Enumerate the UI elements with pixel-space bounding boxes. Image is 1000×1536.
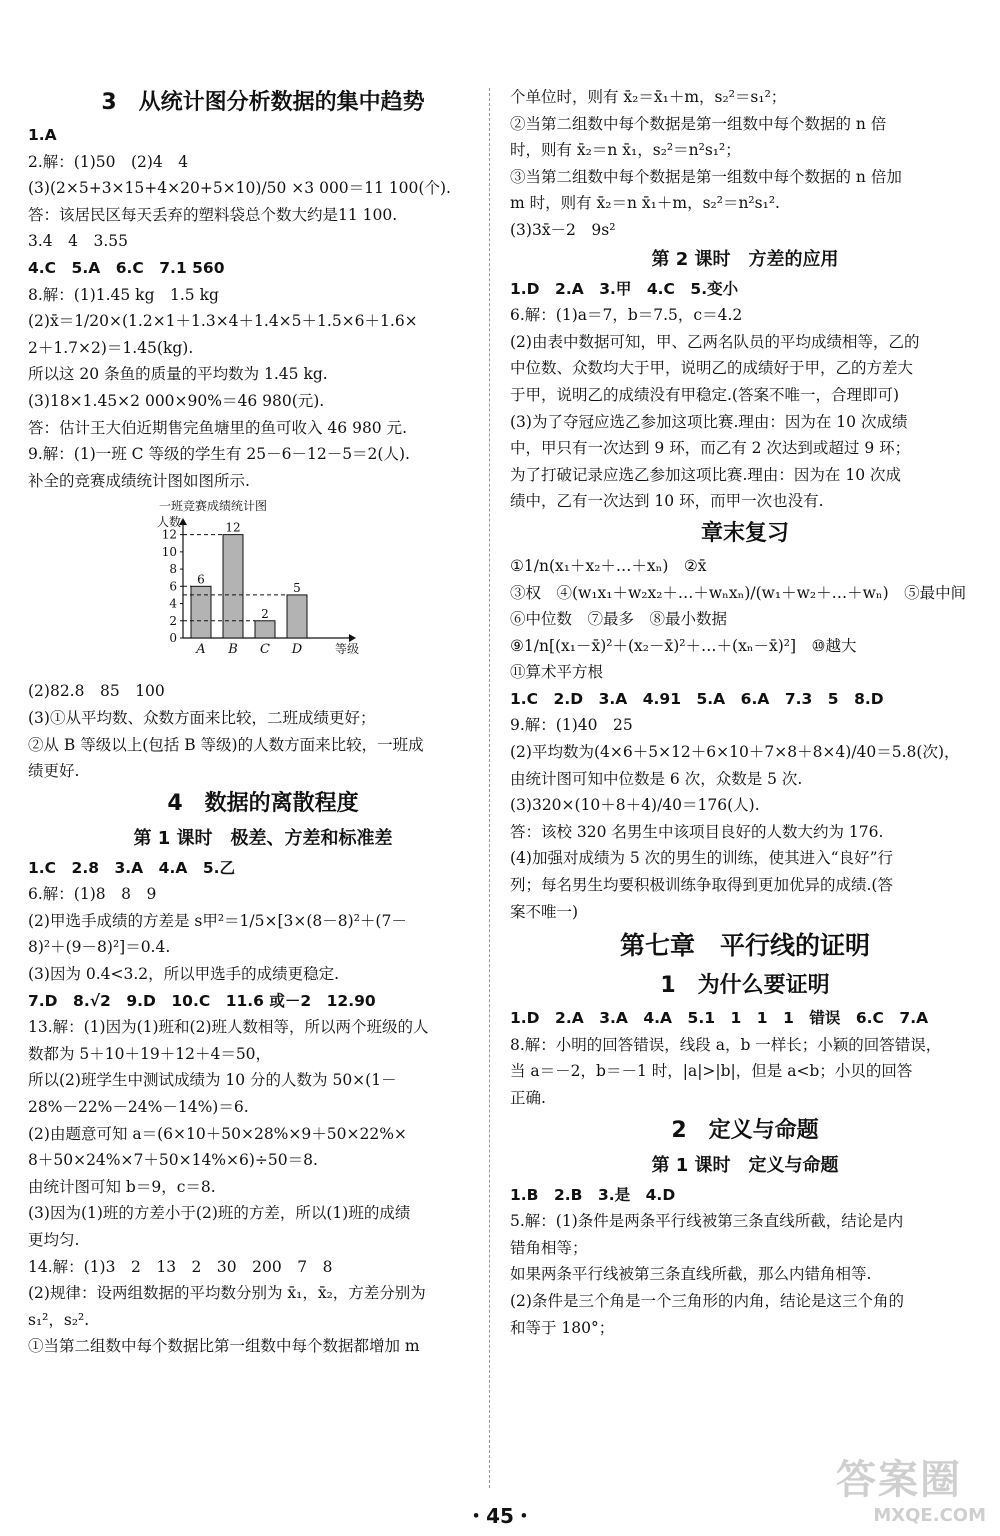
answer-line: 13.解：(1)因为(1)班和(2)班人数相等，所以两个班级的人	[28, 1018, 429, 1037]
answer-line: 5.解：(1)条件是两条平行线被第三条直线所截，结论是内	[510, 1212, 904, 1231]
answer-line: 2.解：(1)50 (2)4 4	[28, 152, 189, 171]
answer-line: 当 a＝－2，b＝－1 时，|a|>|b|，但是 a<b；小贝的回答	[510, 1062, 913, 1081]
section-3-title: 3 从统计图分析数据的集中趋势	[101, 90, 425, 115]
x-tick-label: C	[260, 642, 270, 658]
answer-line: (4)加强对成绩为 5 次的男生的训练，使其进入“良好”行	[510, 849, 894, 868]
answer-line: 错角相等；	[510, 1238, 588, 1257]
answer-line: m 时，则有 x̄₂＝n x̄₁＋m，s₂²＝n²s₁².	[510, 194, 780, 213]
y-tick-label: 0	[169, 631, 177, 646]
answer-line: 数都为 5＋10＋19＋12＋4＝50，	[28, 1044, 272, 1063]
answer-line: 8.解：小明的回答错误，线段 a，b 一样长；小颖的回答错误，	[510, 1035, 942, 1054]
right-column	[510, 84, 980, 1341]
bar	[191, 587, 211, 639]
answer-line: (2)x̄＝1/20×(1.2×1＋1.3×4＋1.4×5＋1.5×6＋1.6×	[28, 312, 418, 331]
answer-line: 1.C 2.8 3.A 4.A 5.乙	[28, 858, 236, 877]
watermark-bottom: MXQE.COM	[873, 1505, 986, 1526]
y-tick-label: 10	[161, 545, 177, 560]
answer-line: 1.D 2.A 3.甲 4.C 5.变小	[510, 279, 739, 298]
answer-line: 绩更好.	[28, 762, 80, 781]
x-tick-label: D	[291, 642, 303, 658]
answer-line: (3)①从平均数、众数方面来比较，二班成绩更好；	[28, 708, 376, 727]
lesson-2-title: 第 2 课时 方差的应用	[651, 248, 839, 270]
x-axis-arrow	[349, 634, 356, 642]
answer-line: (2)由表中数据可知，甲、乙两名队员的平均成绩相等，乙的	[510, 332, 920, 351]
chart-xlabel: 等级	[335, 642, 360, 657]
y-tick-label: 8	[169, 562, 177, 577]
answer-line: 中，甲只有一次达到 9 环，而乙有 2 次达到或超过 9 环；	[510, 439, 911, 458]
answer-line: (2)甲选手成绩的方差是 s甲²＝1/5×[3×(8－8)²＋(7－	[28, 911, 407, 930]
answer-line: 于甲，说明乙的成绩没有甲稳定.(答案不唯一，合理即可)	[510, 385, 900, 404]
answer-line: 4.C 5.A 6.C 7.1 560	[28, 258, 225, 277]
lesson-definition-title: 第 1 课时 定义与命题	[651, 1154, 839, 1176]
answer-line: 3.4 4 3.55	[28, 232, 129, 251]
answer-line: 时，则有 x̄₂＝n x̄₁，s₂²＝n²s₁²；	[510, 141, 741, 160]
answer-line: 更均匀.	[28, 1231, 80, 1249]
lesson-1-title: 第 1 课时 极差、方差和标准差	[133, 827, 393, 849]
bar-chart	[128, 498, 388, 668]
watermark-top: 答案圈	[836, 1457, 962, 1503]
answer-line: 1.C 2.D 3.A 4.91 5.A 6.A 7.3 5 8.D	[510, 689, 884, 708]
answer-line: ②当第二组数中每个数据是第一组数中每个数据的 n 倍	[510, 114, 887, 133]
answer-line: ⑥中位数 ⑦最多 ⑧最小数据	[510, 610, 728, 629]
bar-value-label: 12	[225, 520, 241, 535]
chart-ylabel: 人数	[157, 515, 182, 530]
y-tick-label: 4	[169, 596, 177, 611]
answer-line: (2)规律：设两组数据的平均数分别为 x̄₁，x̄₂，方差分别为	[28, 1284, 426, 1303]
chapter-7-title: 第七章 平行线的证明	[619, 931, 870, 961]
answer-line: (3)(2×5+3×15+4×20+5×10)/50 ×3 000＝11 100(个).	[28, 179, 451, 198]
answer-line: 如果两条平行线被第三条直线所截，那么内错角相等.	[510, 1265, 872, 1284]
y-tick-label: 6	[169, 579, 177, 594]
answer-line: 答：该居民区每天丢弃的塑料袋总个数大约是11 100.	[28, 205, 398, 224]
watermark-logo	[836, 1448, 986, 1528]
answer-line: 8)²＋(9－8)²]＝0.4.	[28, 938, 171, 957]
section-2-title: 2 定义与命题	[671, 1117, 819, 1143]
answer-line: 中位数、众数均大于甲，说明乙的成绩好于甲，乙的方差大	[510, 359, 914, 378]
answer-line: (3)320×(10＋8＋4)/40＝176(人).	[510, 796, 760, 815]
bar-value-label: 6	[197, 572, 205, 587]
answer-line: 6.解：(1)8 8 9	[28, 885, 157, 904]
answer-line: 7.D 8.√2 9.D 10.C 11.6 或－2 12.90	[28, 991, 376, 1010]
bar-value-label: 5	[293, 581, 301, 596]
y-tick-label: 12	[161, 527, 177, 542]
answer-line: 绩中，乙有一次达到 10 环，而甲一次也没有.	[510, 492, 824, 511]
answer-line: (2)平均数为(4×6＋5×12＋6×10＋7×8＋8×4)/40＝5.8(次)，	[510, 743, 960, 762]
answer-line: s₁²，s₂².	[28, 1310, 90, 1329]
answer-line: (3)18×1.45×2 000×90%＝46 980(元).	[28, 391, 325, 410]
answer-line: 补全的竞赛成绩统计图如图所示.	[28, 471, 250, 490]
bar	[255, 621, 275, 638]
answer-line: 列；每名男生均要积极训练争取得到更加优异的成绩.(答	[510, 876, 893, 895]
answer-line: 1.B 2.B 3.是 4.D	[510, 1185, 676, 1204]
answer-line: 个单位时，则有 x̄₂＝x̄₁＋m，s₂²＝s₁²；	[510, 88, 787, 106]
answer-line: 1.A	[28, 126, 57, 144]
answer-line: ③当第二组数中每个数据是第一组数中每个数据的 n 倍加	[510, 167, 902, 186]
section-1-title: 1 为什么要证明	[660, 973, 830, 999]
answer-line: 和等于 180°；	[510, 1318, 615, 1337]
answer-line: (2)82.8 85 100	[28, 682, 165, 701]
answer-line: ②从 B 等级以上(包括 B 等级)的人数方面来比较，一班成	[28, 735, 424, 754]
answer-line: (3)为了夺冠应选乙参加这项比赛.理由：因为在 10 次成绩	[510, 412, 908, 431]
answer-line: 1.D 2.A 3.A 4.A 5.1 1 1 1 错误 6.C 7.A	[510, 1009, 929, 1028]
review-title: 章末复习	[700, 520, 789, 546]
answer-line: 由统计图可知 b＝9，c＝8.	[28, 1177, 216, 1196]
answer-line: 由统计图可知中位数是 6 次，众数是 5 次.	[510, 769, 803, 788]
x-tick-label: A	[196, 642, 206, 658]
answer-line: 所以(2)班学生中测试成绩为 10 分的人数为 50×(1－	[28, 1071, 397, 1090]
section-4-title: 4 数据的离散程度	[167, 790, 359, 816]
x-tick-label: B	[228, 642, 238, 658]
answer-line: 6.解：(1)a＝7，b＝7.5，c＝4.2	[510, 306, 743, 325]
answer-line: (3)因为 0.4<3.2，所以甲选手的成绩更稳定.	[28, 965, 340, 984]
answer-line: ⑨1/n[(x₁－x̄)²＋(x₂－x̄)²＋…＋(xₙ－x̄)²] ⑩越大	[510, 636, 857, 655]
answer-line: 9.解：(1)40 25	[510, 716, 633, 735]
answer-line: ①1/n(x₁＋x₂＋…＋xₙ) ②x̄	[510, 556, 707, 575]
bar	[223, 535, 243, 638]
page-number: ・45・	[466, 1504, 534, 1528]
chart-title: 一班竞赛成绩统计图	[158, 499, 268, 514]
answer-line: 案不唯一)	[510, 902, 579, 921]
answer-line: (3)3x̄－2 9s²	[510, 220, 616, 239]
answer-line: 为了打破记录应选乙参加这项比赛.理由：因为在 10 次成	[510, 465, 902, 484]
answer-line: 所以这 20 条鱼的质量的平均数为 1.45 kg.	[28, 365, 328, 384]
answer-line: 9.解：(1)一班 C 等级的学生有 25－6－12－5＝2(人).	[28, 445, 410, 464]
answer-line: ③权 ④(w₁x₁＋w₂x₂＋…＋wₙxₙ)/(w₁＋w₂＋…＋wₙ) ⑤最中间	[510, 583, 967, 602]
answer-line: ①当第二组数中每个数据比第一组数中每个数据都增加 m	[28, 1337, 420, 1356]
answer-line: 14.解：(1)3 2 13 2 30 200 7 8	[28, 1257, 333, 1276]
answer-line: (2)条件是三个角是一个三角形的内角，结论是这三个角的	[510, 1291, 904, 1310]
answer-line: 8.解：(1)1.45 kg 1.5 kg	[28, 285, 219, 304]
answer-line: 答：该校 320 名男生中该项目良好的人数大约为 176.	[510, 822, 884, 841]
bar	[287, 595, 307, 638]
answer-line: 答：估计王大伯近期售完鱼塘里的鱼可收入 46 980 元.	[28, 418, 408, 437]
answer-line: ⑪算术平方根	[510, 663, 604, 682]
answer-line: 正确.	[510, 1089, 546, 1107]
bar-value-label: 2	[261, 607, 269, 622]
answer-line: 2＋1.7×2)＝1.45(kg).	[28, 338, 194, 357]
answer-line: (2)由题意可知 a＝(6×10＋50×28%×9＋50×22%×	[28, 1124, 407, 1143]
answer-line: (3)因为(1)班的方差小于(2)班的方差，所以(1)班的成绩	[28, 1204, 411, 1223]
answer-line: 28%－22%－24%－14%)＝6.	[28, 1098, 249, 1117]
left-column	[28, 84, 498, 1360]
answer-line: 8＋50×24%×7＋50×14%×6)÷50＝8.	[28, 1151, 318, 1170]
y-tick-label: 2	[169, 614, 177, 629]
